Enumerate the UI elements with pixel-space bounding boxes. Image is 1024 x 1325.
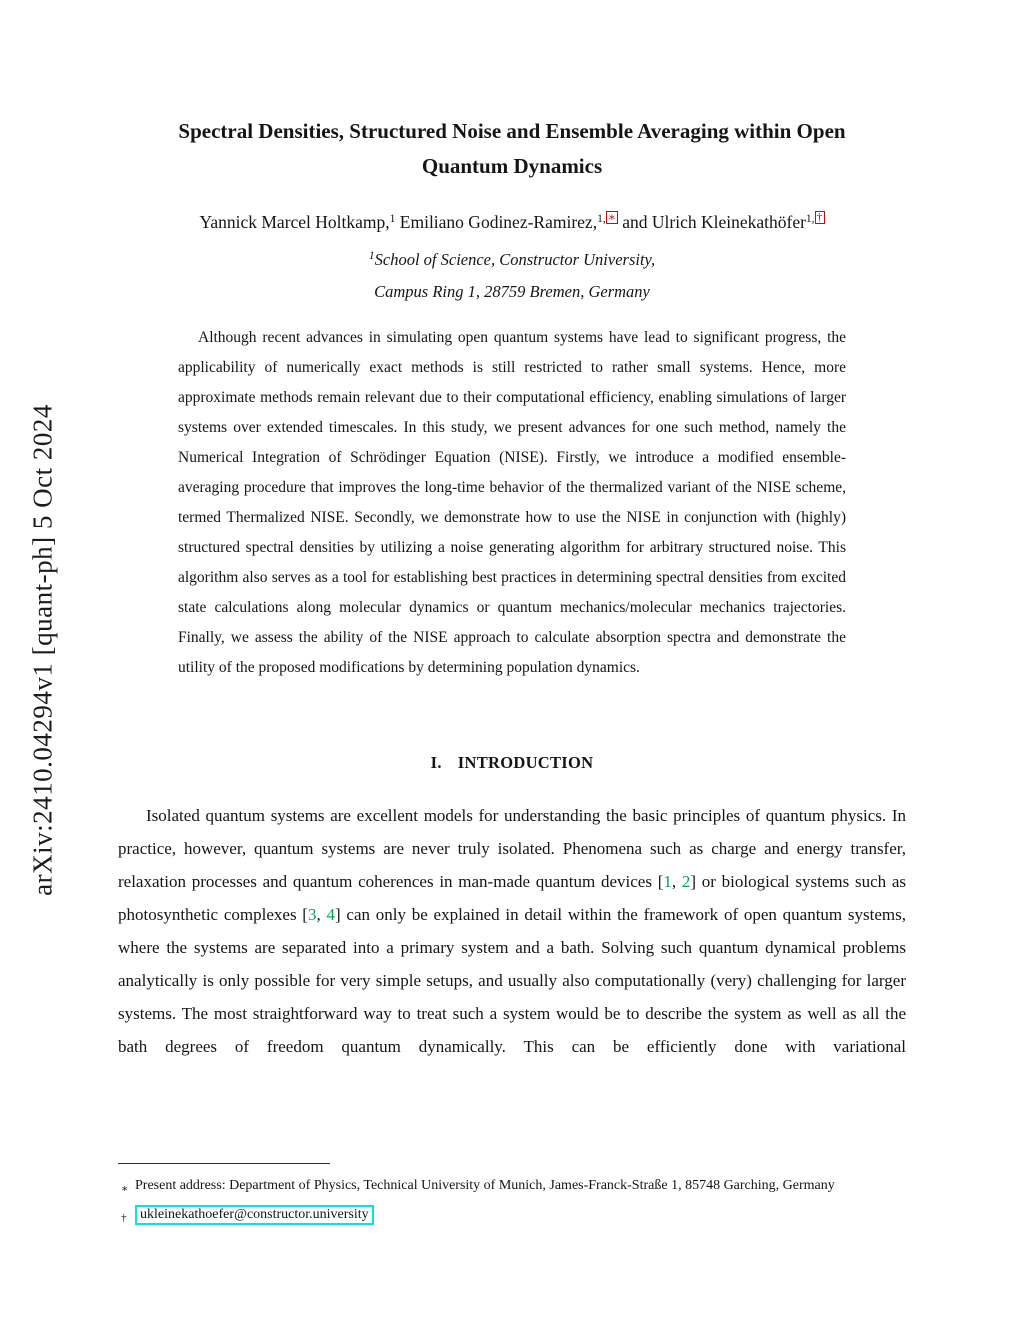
paper-title-line1: Spectral Densities, Structured Noise and Ensemble Averaging within Open [178, 119, 846, 143]
footnote-present-address [118, 1173, 906, 1199]
affiliation [0, 245, 1024, 307]
arxiv-watermark: arXiv:2410.04294v1 [quant-ph] 5 Oct 2024 [27, 404, 58, 896]
affiliation-line2: Campus Ring 1, 28759 Bremen, Germany [374, 282, 650, 301]
section-heading-introduction [0, 753, 1024, 773]
author-3-affiliation-sup: 1, [805, 213, 815, 225]
title-block [0, 0, 1024, 307]
paper-title [0, 0, 1024, 184]
author-name-kleinekathoefer: and Ulrich Kleinekathöfer [617, 212, 806, 232]
author-name-godinez-ramirez: Emiliano Godinez-Ramirez, [395, 212, 598, 232]
footnotes [118, 1163, 906, 1231]
author-name-holtkamp: Yannick Marcel Holtkamp, [199, 212, 390, 232]
citation-link-3[interactable]: 3 [307, 905, 317, 924]
citation-link-1[interactable]: 1 [663, 872, 672, 891]
intro-text-2: , [671, 872, 682, 891]
intro-paragraph [118, 799, 906, 1063]
footnote-rule [118, 1163, 330, 1164]
paper-title-line2: Quantum Dynamics [421, 154, 603, 178]
asterisk-footnote-mark: ∗ [121, 1183, 129, 1195]
intro-text-4: , [316, 905, 327, 924]
citation-link-4[interactable]: 4 [326, 905, 335, 924]
section-number: I. [430, 753, 442, 772]
affiliation-line1 [0, 245, 1024, 277]
author-line [0, 212, 1024, 233]
intro-text-1: Isolated quantum systems are excellent models for understanding the basic principles of quantum physics. In practice, however, quantum systems are never truly isolated. Phenomena such as charge and energy transfer, relaxation processes and quantum coherences in man-made quantum devices [ [118, 806, 906, 891]
abstract: Although recent advances in simulating open quantum systems have lead to significant progress, the applicability of numerically exact methods is still restricted to rather small systems. Hence, more approximate methods remain relevant due to their computational efficiency, enabling simulations of larger systems over extended timescales. In this study, we present advances for one such method, namely the Numerical Integration of Schrödinger Equation (NISE). Firstly, we introduce a modified ensemble-averaging procedure that improves the long-time behavior of the thermalized variant of the NISE scheme, termed Thermalized NISE. Secondly, we demonstrate how to use the NISE in conjunction with (highly) structured spectral densities by utilizing a noise generating algorithm for arbitrary structured noise. This algorithm also serves as a tool for establishing best practices in determining spectral densities from excited state calculations along molecular dynamics or quantum mechanics/molecular mechanics trajectories. Finally, we assess the ability of the NISE approach to calculate absorption spectra and demonstrate the utility of the proposed modifications by determining population dynamics. [178, 329, 846, 676]
dagger-footnote-mark: † [121, 1212, 127, 1224]
footnote-present-address-text: Present address: Department of Physics, Technical University of Munich, James-Franck-Straße 1, 85748 Garching, Germany [135, 1178, 835, 1193]
author-2-footnote-mark-link[interactable]: ∗ [607, 210, 616, 224]
intro-text-5: ] can only be explained in detail within the framework of open quantum systems, where the systems are separated into a primary system and a bath. Solving such quantum dynamical problems analytically is only possible for very simple setups, and usually also computationally (very) challenging for larger systems. The most straightforward way to treat such a system would be to describe the system as well as all the bath degrees of freedom quantum dynamically. This can be efficiently done with variational [118, 905, 907, 1056]
affiliation-institution: School of Science, Constructor University, [374, 250, 656, 269]
email-link[interactable]: ukleinekathoefer@constructor.university [135, 1205, 374, 1225]
author-1-affiliation-sup: 1 [389, 213, 396, 225]
footnote-email [118, 1202, 906, 1228]
author-3-footnote-mark-link[interactable]: † [816, 210, 823, 224]
citation-link-2[interactable]: 2 [681, 872, 691, 891]
section-title: INTRODUCTION [457, 753, 594, 772]
affiliation-sup: 1 [368, 250, 375, 262]
intro-text-3: ] or biological systems such as photosynthetic complexes [ [118, 872, 907, 924]
author-2-affiliation-sup: 1, [597, 213, 606, 225]
